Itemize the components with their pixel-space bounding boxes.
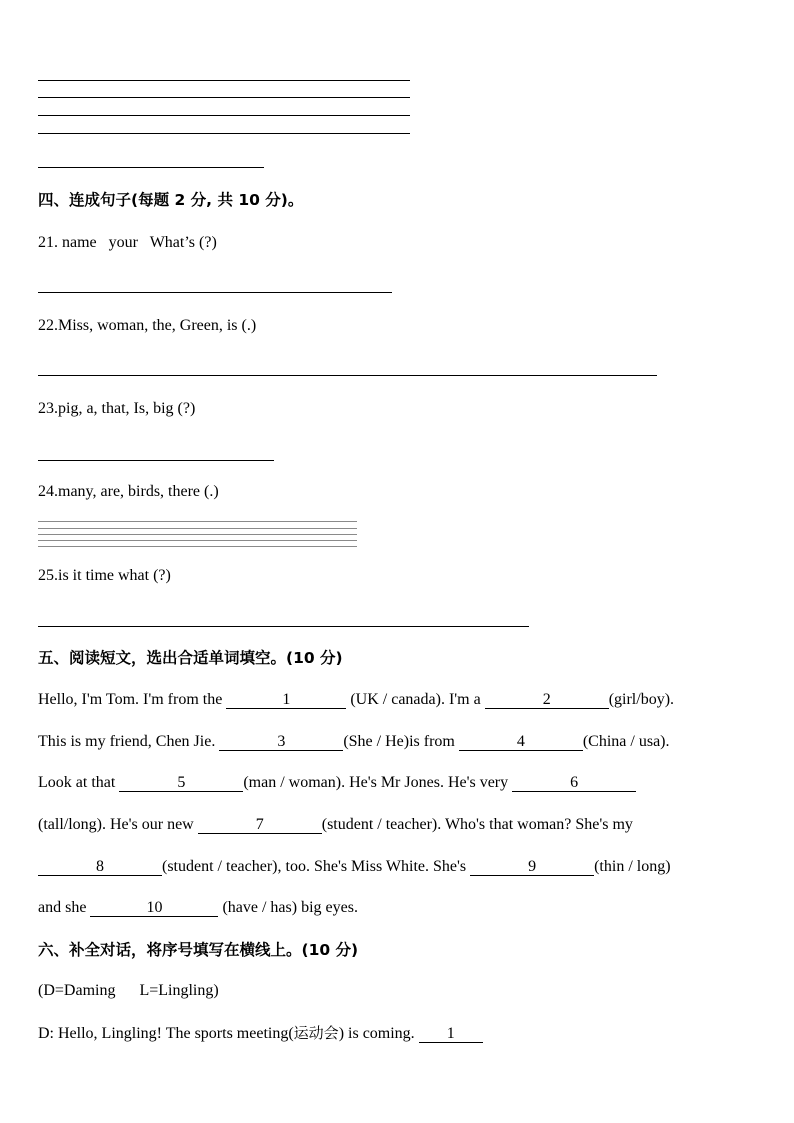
dialogue-blank-1[interactable]: 1 (419, 1025, 483, 1043)
section-5-heading: 五、阅读短文，选出合适单词填空。(10 分) (38, 649, 343, 667)
dialogue-text: ) is coming. (338, 1025, 419, 1042)
answer-line[interactable] (38, 97, 410, 98)
passage-text: (man / woman). He's Mr Jones. He's very (243, 774, 513, 791)
blank-1[interactable]: 1 (226, 691, 346, 709)
passage-text: (UK / canada). I'm a (346, 691, 485, 708)
answer-line-24[interactable] (38, 534, 357, 535)
passage-line-4 (38, 815, 633, 835)
passage-text: (China / usa). (582, 733, 670, 750)
passage-text: (have / has) big eyes. (218, 899, 358, 916)
passage-text: Hello, I'm Tom. I'm from the (38, 691, 227, 708)
dialogue-chinese: 运动会 (293, 1024, 339, 1042)
answer-line-24[interactable] (38, 546, 357, 547)
answer-line-21[interactable] (38, 292, 392, 293)
dialogue-legend: (D=Daming L=Lingling) (38, 982, 219, 999)
question-22: 22.Miss, woman, the, Green, is (.) (38, 317, 257, 334)
blank-7[interactable]: 7 (198, 816, 322, 834)
blank-9[interactable]: 9 (470, 858, 594, 876)
passage-text: This is my friend, Chen Jie. (38, 733, 220, 750)
dialogue-line-1 (38, 1023, 483, 1044)
passage-text: (tall/long). He's our new (38, 816, 198, 833)
section-6-heading: 六、补全对话，将序号填写在横线上。(10 分) (38, 941, 359, 959)
answer-line[interactable] (38, 115, 410, 116)
answer-line-24[interactable] (38, 540, 357, 541)
answer-line-25[interactable] (38, 626, 529, 627)
blank-8[interactable]: 8 (38, 858, 162, 876)
blank-10[interactable]: 10 (90, 899, 218, 917)
answer-line[interactable] (38, 133, 410, 134)
dialogue-text: D: Hello, Lingling! The sports meeting( (38, 1025, 294, 1042)
passage-text: and she (38, 899, 91, 916)
blank-4[interactable]: 4 (459, 733, 583, 751)
passage-text: (student / teacher). Who's that woman? She's my (321, 816, 633, 833)
blank-2[interactable]: 2 (485, 691, 609, 709)
answer-line-24[interactable] (38, 521, 357, 522)
section-4-heading: 四、连成句子(每题 2 分, 共 10 分)。 (38, 191, 304, 209)
blank-6[interactable]: 6 (512, 774, 636, 792)
question-25: 25.is it time what (?) (38, 567, 171, 584)
question-23: 23.pig, a, that, Is, big (?) (38, 400, 196, 417)
passage-text: (She / He)is from (343, 733, 459, 750)
passage-text: Look at that (38, 774, 120, 791)
passage-text: (girl/boy). (608, 691, 675, 708)
passage-line-1 (38, 690, 674, 710)
passage-line-2 (38, 732, 670, 752)
blank-3[interactable]: 3 (219, 733, 343, 751)
passage-line-5 (38, 857, 671, 877)
answer-line-22[interactable] (38, 375, 657, 376)
passage-line-6 (38, 898, 358, 918)
answer-line-24[interactable] (38, 528, 357, 529)
passage-text: (thin / long) (594, 858, 671, 875)
answer-line[interactable] (38, 80, 410, 81)
answer-line-23[interactable] (38, 460, 274, 461)
passage-line-3 (38, 773, 636, 793)
passage-text: (student / teacher), too. She's Miss White. She's (162, 858, 471, 875)
question-24: 24.many, are, birds, there (.) (38, 483, 219, 500)
question-21: 21. name your What’s (?) (38, 234, 217, 251)
answer-line[interactable] (38, 167, 264, 168)
blank-5[interactable]: 5 (119, 774, 243, 792)
